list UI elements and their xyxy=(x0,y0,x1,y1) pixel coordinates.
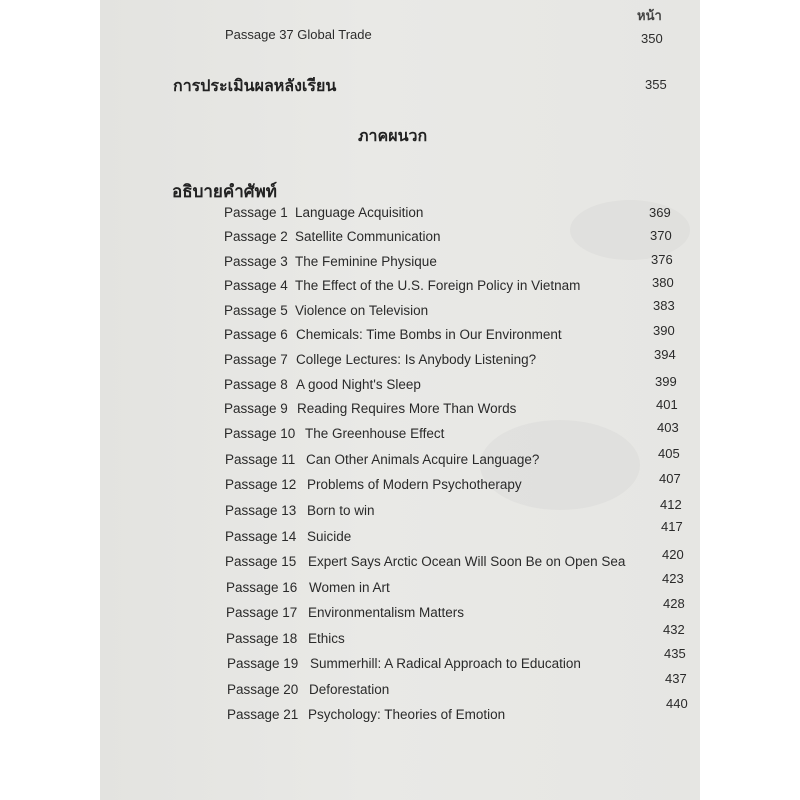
passage-page-number: 420 xyxy=(662,547,684,562)
passage-title: The Feminine Physique xyxy=(295,254,437,269)
passage-page-number: 390 xyxy=(653,323,675,338)
evaluation-page: 355 xyxy=(645,77,667,92)
passage-page-number: 383 xyxy=(653,298,675,313)
glossary-entry xyxy=(100,229,700,251)
passage-label: Passage 11 xyxy=(225,452,296,467)
passage-label: Passage 8 xyxy=(224,377,288,392)
passage-page-number: 432 xyxy=(663,622,685,637)
glossary-entry xyxy=(100,671,700,704)
passage-label: Passage 21 xyxy=(227,707,299,722)
passage-label: Passage 1 xyxy=(224,205,288,220)
glossary-entry xyxy=(100,275,700,300)
glossary-entry xyxy=(100,254,700,276)
passage-title: Language Acquisition xyxy=(295,205,424,220)
passage-title: Summerhill: A Radical Approach to Education xyxy=(310,656,581,671)
passage-title: Satellite Communication xyxy=(295,229,441,244)
passage-page-number: 440 xyxy=(666,696,688,711)
passage-title: Can Other Animals Acquire Language? xyxy=(306,452,540,467)
book-page xyxy=(100,0,700,800)
passage-label: Passage 9 xyxy=(224,401,288,416)
glossary-entry xyxy=(100,374,700,399)
passage-title: Expert Says Arctic Ocean Will Soon Be on Open Sea xyxy=(308,554,626,569)
passage-title: Problems of Modern Psychotherapy xyxy=(307,477,522,492)
glossary-heading: อธิบายคำศัพท์ xyxy=(172,182,278,201)
passage-page-number: 412 xyxy=(660,497,682,512)
glossary-entry xyxy=(100,471,700,499)
passage-page-number: 435 xyxy=(664,646,686,661)
glossary-entry xyxy=(100,519,700,551)
passage-title: The Effect of the U.S. Foreign Policy in Vietnam xyxy=(295,278,581,293)
passage-label: Passage 10 xyxy=(224,426,296,441)
passage-label: Passage 3 xyxy=(224,254,288,269)
passage-label: Passage 16 xyxy=(226,580,298,595)
glossary-entry xyxy=(100,420,700,448)
passage-page-number: 394 xyxy=(654,347,676,362)
evaluation-heading: การประเมินผลหลังเรียน xyxy=(173,78,337,95)
passage-title: College Lectures: Is Anybody Listening? xyxy=(296,352,537,367)
passage-label: Passage 17 xyxy=(226,605,298,620)
passage-label: Passage 5 xyxy=(224,303,288,318)
passage-page-number: 401 xyxy=(656,397,678,412)
passage-label: Passage 6 xyxy=(224,327,288,342)
passage-label: Passage 18 xyxy=(226,631,298,646)
passage-label: Passage 2 xyxy=(224,229,288,244)
passage-title: The Greenhouse Effect xyxy=(305,426,445,441)
glossary-entry xyxy=(100,596,700,627)
glossary-entry xyxy=(100,622,700,653)
glossary-entry xyxy=(100,298,700,325)
passage-title: Violence on Television xyxy=(295,303,429,318)
passage-page-number: 407 xyxy=(659,471,681,486)
passage-label: Passage 13 xyxy=(225,503,297,518)
glossary-entry xyxy=(100,397,700,423)
passage-label: Passage 12 xyxy=(225,477,297,492)
passage-page-number: 417 xyxy=(661,519,683,534)
glossary-entry xyxy=(100,347,700,374)
passage-page-number: 370 xyxy=(650,228,672,243)
passage-title: Born to win xyxy=(307,503,375,518)
passage-page-number: 405 xyxy=(658,446,680,461)
passage-label: Passage 15 xyxy=(225,554,297,569)
passage-page-number: 437 xyxy=(665,671,687,686)
passage-page-number: 428 xyxy=(663,596,685,611)
passage-label: Passage 19 xyxy=(227,656,299,671)
glossary-entry xyxy=(100,446,700,474)
passage-page-number: 369 xyxy=(649,205,671,220)
page-column-header: หน้า xyxy=(637,8,662,23)
passage-title: Suicide xyxy=(307,529,352,544)
glossary-entry xyxy=(100,497,700,525)
glossary-entry xyxy=(100,571,700,602)
passage-label: Passage 14 xyxy=(225,529,297,544)
passage-title: A good Night's Sleep xyxy=(296,377,421,392)
appendix-heading: ภาคผนวก xyxy=(358,128,428,145)
passage-page-number: 399 xyxy=(655,374,677,389)
passage-title: Women in Art xyxy=(309,580,390,595)
passage-title: Deforestation xyxy=(309,682,390,697)
toc-entry-title: Passage 37 Global Trade xyxy=(225,27,372,42)
glossary-entry xyxy=(100,323,700,349)
passage-page-number: 376 xyxy=(651,252,673,267)
passage-label: Passage 4 xyxy=(224,278,288,293)
passage-label: Passage 20 xyxy=(227,682,299,697)
glossary-entry xyxy=(100,547,700,576)
glossary-entry xyxy=(100,696,700,729)
glossary-entry xyxy=(100,646,700,678)
passage-page-number: 380 xyxy=(652,275,674,290)
passage-label: Passage 7 xyxy=(224,352,288,367)
passage-title: Environmentalism Matters xyxy=(308,605,465,620)
passage-title: Ethics xyxy=(308,631,345,646)
passage-title: Reading Requires More Than Words xyxy=(297,401,517,416)
passage-page-number: 423 xyxy=(662,571,684,586)
passage-title: Chemicals: Time Bombs in Our Environment xyxy=(296,327,562,342)
passage-page-number: 403 xyxy=(657,420,679,435)
passage-title: Psychology: Theories of Emotion xyxy=(308,707,506,722)
toc-entry-page: 350 xyxy=(641,31,663,46)
glossary-entry xyxy=(100,205,700,227)
